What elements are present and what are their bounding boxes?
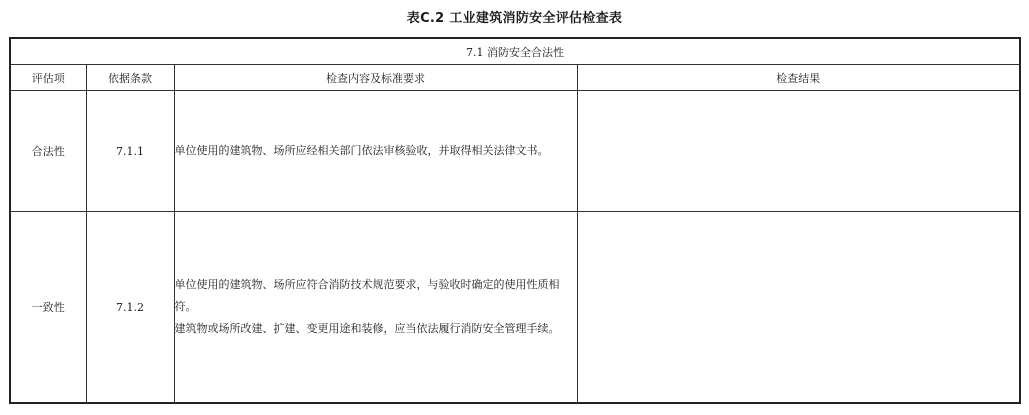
- content-paragraph: 单位使用的建筑物、场所应符合消防技术规范要求，与验收时确定的使用性质相符。: [174, 278, 560, 313]
- column-header-item: 评估项: [10, 65, 86, 91]
- content-paragraph: 建筑物或场所改建、扩建、变更用途和装修，应当依法履行消防安全管理手续。: [174, 322, 560, 335]
- content-cell: [174, 91, 577, 212]
- clause-cell: 7.1.2: [86, 212, 174, 404]
- evaluation-table: [9, 37, 1021, 404]
- content-paragraph: 单位使用的建筑物、场所应经相关部门依法审核验收，并取得相关法律文书。: [174, 144, 549, 157]
- item-cell: 一致性: [10, 212, 86, 404]
- column-header-content: 检查内容及标准要求: [174, 65, 577, 91]
- section-header-row: [10, 38, 1020, 65]
- table-row: [10, 91, 1020, 212]
- result-cell[interactable]: [577, 212, 1020, 404]
- section-title: 7.1 消防安全合法性: [10, 38, 1020, 65]
- table-title: 表C.2 工业建筑消防安全评估检查表: [406, 11, 623, 26]
- column-header-clause: 依据条款: [86, 65, 174, 91]
- result-cell[interactable]: [577, 91, 1020, 212]
- clause-cell: 7.1.1: [86, 91, 174, 212]
- column-header-row: [10, 65, 1020, 91]
- item-cell: 合法性: [10, 91, 86, 212]
- content-cell: [174, 212, 577, 404]
- column-header-result: 检查结果: [577, 65, 1020, 91]
- table-row: [10, 212, 1020, 404]
